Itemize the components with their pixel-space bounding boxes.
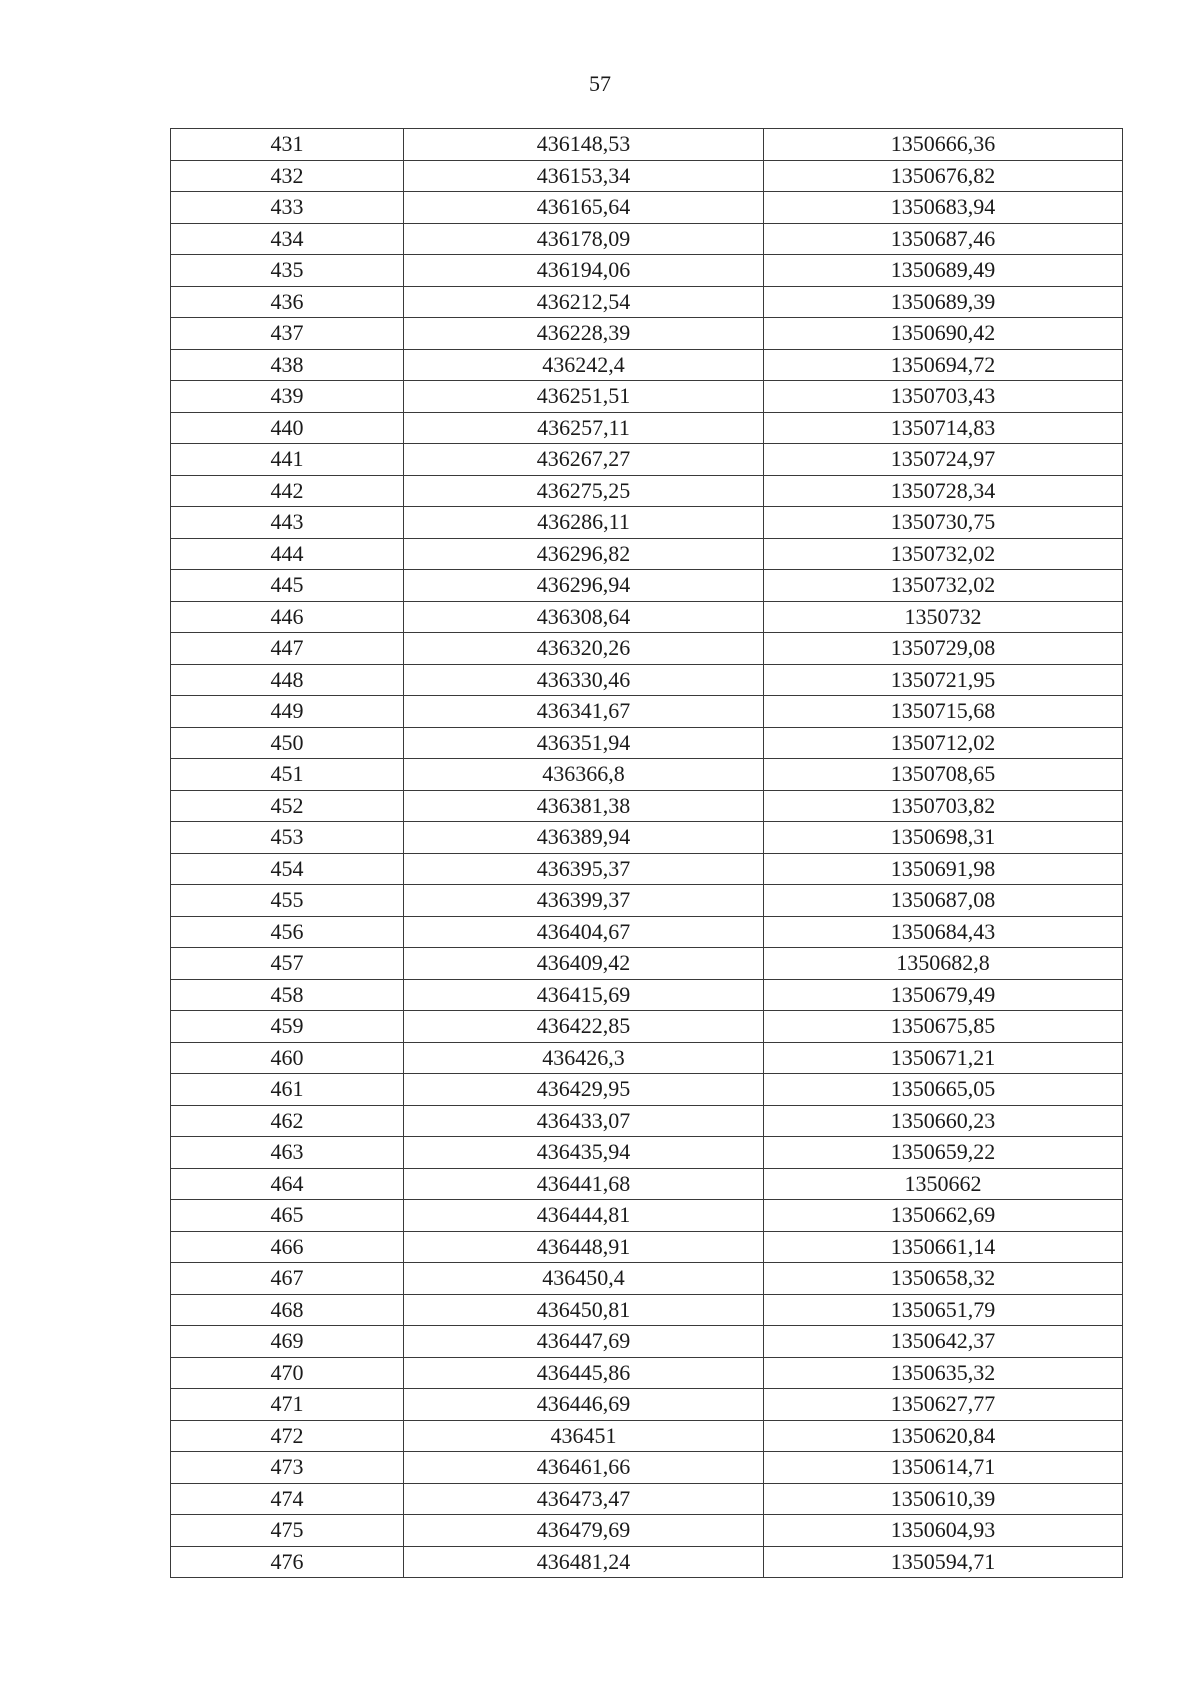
x-coordinate-cell: 436267,27 bbox=[404, 444, 764, 476]
table-row bbox=[171, 1389, 1123, 1421]
x-coordinate-cell: 436395,37 bbox=[404, 853, 764, 885]
y-coordinate-cell: 1350728,34 bbox=[764, 475, 1123, 507]
table-row bbox=[171, 1357, 1123, 1389]
point-number-cell: 435 bbox=[171, 255, 404, 287]
point-number-cell: 472 bbox=[171, 1420, 404, 1452]
point-number-cell: 444 bbox=[171, 538, 404, 570]
x-coordinate-cell: 436275,25 bbox=[404, 475, 764, 507]
x-coordinate-cell: 436444,81 bbox=[404, 1200, 764, 1232]
point-number-cell: 471 bbox=[171, 1389, 404, 1421]
y-coordinate-cell: 1350712,02 bbox=[764, 727, 1123, 759]
x-coordinate-cell: 436153,34 bbox=[404, 160, 764, 192]
x-coordinate-cell: 436473,47 bbox=[404, 1483, 764, 1515]
x-coordinate-cell: 436320,26 bbox=[404, 633, 764, 665]
point-number-cell: 455 bbox=[171, 885, 404, 917]
point-number-cell: 448 bbox=[171, 664, 404, 696]
table-row bbox=[171, 727, 1123, 759]
table-row bbox=[171, 1263, 1123, 1295]
y-coordinate-cell: 1350703,82 bbox=[764, 790, 1123, 822]
point-number-cell: 453 bbox=[171, 822, 404, 854]
point-number-cell: 468 bbox=[171, 1294, 404, 1326]
table-row bbox=[171, 475, 1123, 507]
table-row bbox=[171, 1483, 1123, 1515]
x-coordinate-cell: 436450,81 bbox=[404, 1294, 764, 1326]
point-number-cell: 465 bbox=[171, 1200, 404, 1232]
point-number-cell: 436 bbox=[171, 286, 404, 318]
x-coordinate-cell: 436296,94 bbox=[404, 570, 764, 602]
y-coordinate-cell: 1350732 bbox=[764, 601, 1123, 633]
table-row bbox=[171, 1011, 1123, 1043]
y-coordinate-cell: 1350729,08 bbox=[764, 633, 1123, 665]
y-coordinate-cell: 1350627,77 bbox=[764, 1389, 1123, 1421]
table-row bbox=[171, 979, 1123, 1011]
x-coordinate-cell: 436330,46 bbox=[404, 664, 764, 696]
y-coordinate-cell: 1350732,02 bbox=[764, 538, 1123, 570]
table-row bbox=[171, 381, 1123, 413]
table-row bbox=[171, 1546, 1123, 1578]
point-number-cell: 433 bbox=[171, 192, 404, 224]
y-coordinate-cell: 1350665,05 bbox=[764, 1074, 1123, 1106]
y-coordinate-cell: 1350715,68 bbox=[764, 696, 1123, 728]
table-row bbox=[171, 507, 1123, 539]
y-coordinate-cell: 1350659,22 bbox=[764, 1137, 1123, 1169]
y-coordinate-cell: 1350684,43 bbox=[764, 916, 1123, 948]
x-coordinate-cell: 436251,51 bbox=[404, 381, 764, 413]
table-row bbox=[171, 948, 1123, 980]
point-number-cell: 442 bbox=[171, 475, 404, 507]
point-number-cell: 445 bbox=[171, 570, 404, 602]
x-coordinate-cell: 436422,85 bbox=[404, 1011, 764, 1043]
x-coordinate-cell: 436409,42 bbox=[404, 948, 764, 980]
x-coordinate-cell: 436148,53 bbox=[404, 129, 764, 161]
point-number-cell: 451 bbox=[171, 759, 404, 791]
x-coordinate-cell: 436450,4 bbox=[404, 1263, 764, 1295]
point-number-cell: 439 bbox=[171, 381, 404, 413]
y-coordinate-cell: 1350703,43 bbox=[764, 381, 1123, 413]
y-coordinate-cell: 1350698,31 bbox=[764, 822, 1123, 854]
table-row bbox=[171, 444, 1123, 476]
y-coordinate-cell: 1350660,23 bbox=[764, 1105, 1123, 1137]
y-coordinate-cell: 1350694,72 bbox=[764, 349, 1123, 381]
y-coordinate-cell: 1350651,79 bbox=[764, 1294, 1123, 1326]
x-coordinate-cell: 436451 bbox=[404, 1420, 764, 1452]
x-coordinate-cell: 436441,68 bbox=[404, 1168, 764, 1200]
y-coordinate-cell: 1350594,71 bbox=[764, 1546, 1123, 1578]
x-coordinate-cell: 436448,91 bbox=[404, 1231, 764, 1263]
point-number-cell: 434 bbox=[171, 223, 404, 255]
y-coordinate-cell: 1350675,85 bbox=[764, 1011, 1123, 1043]
y-coordinate-cell: 1350620,84 bbox=[764, 1420, 1123, 1452]
table-row bbox=[171, 1168, 1123, 1200]
y-coordinate-cell: 1350689,49 bbox=[764, 255, 1123, 287]
y-coordinate-cell: 1350687,08 bbox=[764, 885, 1123, 917]
y-coordinate-cell: 1350708,65 bbox=[764, 759, 1123, 791]
y-coordinate-cell: 1350635,32 bbox=[764, 1357, 1123, 1389]
table-row bbox=[171, 601, 1123, 633]
point-number-cell: 431 bbox=[171, 129, 404, 161]
table-row bbox=[171, 318, 1123, 350]
table-row bbox=[171, 822, 1123, 854]
y-coordinate-cell: 1350732,02 bbox=[764, 570, 1123, 602]
coordinates-table bbox=[170, 128, 1123, 1578]
table-row bbox=[171, 1074, 1123, 1106]
point-number-cell: 469 bbox=[171, 1326, 404, 1358]
point-number-cell: 440 bbox=[171, 412, 404, 444]
x-coordinate-cell: 436308,64 bbox=[404, 601, 764, 633]
point-number-cell: 454 bbox=[171, 853, 404, 885]
point-number-cell: 461 bbox=[171, 1074, 404, 1106]
y-coordinate-cell: 1350662,69 bbox=[764, 1200, 1123, 1232]
x-coordinate-cell: 436404,67 bbox=[404, 916, 764, 948]
y-coordinate-cell: 1350662 bbox=[764, 1168, 1123, 1200]
x-coordinate-cell: 436194,06 bbox=[404, 255, 764, 287]
point-number-cell: 437 bbox=[171, 318, 404, 350]
y-coordinate-cell: 1350679,49 bbox=[764, 979, 1123, 1011]
y-coordinate-cell: 1350730,75 bbox=[764, 507, 1123, 539]
y-coordinate-cell: 1350604,93 bbox=[764, 1515, 1123, 1547]
x-coordinate-cell: 436399,37 bbox=[404, 885, 764, 917]
x-coordinate-cell: 436178,09 bbox=[404, 223, 764, 255]
x-coordinate-cell: 436426,3 bbox=[404, 1042, 764, 1074]
table-row bbox=[171, 286, 1123, 318]
point-number-cell: 446 bbox=[171, 601, 404, 633]
y-coordinate-cell: 1350687,46 bbox=[764, 223, 1123, 255]
table-row bbox=[171, 885, 1123, 917]
page-number: 57 bbox=[589, 71, 611, 96]
table-row bbox=[171, 1326, 1123, 1358]
point-number-cell: 460 bbox=[171, 1042, 404, 1074]
y-coordinate-cell: 1350661,14 bbox=[764, 1231, 1123, 1263]
point-number-cell: 449 bbox=[171, 696, 404, 728]
point-number-cell: 456 bbox=[171, 916, 404, 948]
x-coordinate-cell: 436212,54 bbox=[404, 286, 764, 318]
x-coordinate-cell: 436389,94 bbox=[404, 822, 764, 854]
y-coordinate-cell: 1350683,94 bbox=[764, 192, 1123, 224]
point-number-cell: 438 bbox=[171, 349, 404, 381]
point-number-cell: 443 bbox=[171, 507, 404, 539]
point-number-cell: 464 bbox=[171, 1168, 404, 1200]
point-number-cell: 476 bbox=[171, 1546, 404, 1578]
y-coordinate-cell: 1350610,39 bbox=[764, 1483, 1123, 1515]
x-coordinate-cell: 436242,4 bbox=[404, 349, 764, 381]
table-row bbox=[171, 1515, 1123, 1547]
x-coordinate-cell: 436257,11 bbox=[404, 412, 764, 444]
point-number-cell: 462 bbox=[171, 1105, 404, 1137]
coordinates-table-body bbox=[171, 129, 1123, 1578]
table-row bbox=[171, 696, 1123, 728]
point-number-cell: 441 bbox=[171, 444, 404, 476]
table-row bbox=[171, 1105, 1123, 1137]
point-number-cell: 452 bbox=[171, 790, 404, 822]
table-row bbox=[171, 1420, 1123, 1452]
x-coordinate-cell: 436435,94 bbox=[404, 1137, 764, 1169]
y-coordinate-cell: 1350690,42 bbox=[764, 318, 1123, 350]
y-coordinate-cell: 1350724,97 bbox=[764, 444, 1123, 476]
y-coordinate-cell: 1350714,83 bbox=[764, 412, 1123, 444]
table-row bbox=[171, 790, 1123, 822]
y-coordinate-cell: 1350614,71 bbox=[764, 1452, 1123, 1484]
x-coordinate-cell: 436366,8 bbox=[404, 759, 764, 791]
x-coordinate-cell: 436341,67 bbox=[404, 696, 764, 728]
table-row bbox=[171, 853, 1123, 885]
point-number-cell: 474 bbox=[171, 1483, 404, 1515]
y-coordinate-cell: 1350642,37 bbox=[764, 1326, 1123, 1358]
point-number-cell: 473 bbox=[171, 1452, 404, 1484]
y-coordinate-cell: 1350676,82 bbox=[764, 160, 1123, 192]
y-coordinate-cell: 1350691,98 bbox=[764, 853, 1123, 885]
table-row bbox=[171, 1200, 1123, 1232]
y-coordinate-cell: 1350689,39 bbox=[764, 286, 1123, 318]
table-row bbox=[171, 129, 1123, 161]
x-coordinate-cell: 436296,82 bbox=[404, 538, 764, 570]
point-number-cell: 467 bbox=[171, 1263, 404, 1295]
x-coordinate-cell: 436461,66 bbox=[404, 1452, 764, 1484]
y-coordinate-cell: 1350658,32 bbox=[764, 1263, 1123, 1295]
x-coordinate-cell: 436381,38 bbox=[404, 790, 764, 822]
table-row bbox=[171, 192, 1123, 224]
x-coordinate-cell: 436286,11 bbox=[404, 507, 764, 539]
y-coordinate-cell: 1350666,36 bbox=[764, 129, 1123, 161]
point-number-cell: 457 bbox=[171, 948, 404, 980]
table-row bbox=[171, 633, 1123, 665]
point-number-cell: 463 bbox=[171, 1137, 404, 1169]
table-row bbox=[171, 1294, 1123, 1326]
x-coordinate-cell: 436165,64 bbox=[404, 192, 764, 224]
x-coordinate-cell: 436481,24 bbox=[404, 1546, 764, 1578]
table-row bbox=[171, 1137, 1123, 1169]
x-coordinate-cell: 436429,95 bbox=[404, 1074, 764, 1106]
table-row bbox=[171, 160, 1123, 192]
table-row bbox=[171, 412, 1123, 444]
x-coordinate-cell: 436446,69 bbox=[404, 1389, 764, 1421]
table-row bbox=[171, 223, 1123, 255]
table-row bbox=[171, 664, 1123, 696]
x-coordinate-cell: 436228,39 bbox=[404, 318, 764, 350]
x-coordinate-cell: 436351,94 bbox=[404, 727, 764, 759]
table-row bbox=[171, 1231, 1123, 1263]
point-number-cell: 475 bbox=[171, 1515, 404, 1547]
table-row bbox=[171, 570, 1123, 602]
table-row bbox=[171, 1042, 1123, 1074]
y-coordinate-cell: 1350671,21 bbox=[764, 1042, 1123, 1074]
table-row bbox=[171, 1452, 1123, 1484]
y-coordinate-cell: 1350721,95 bbox=[764, 664, 1123, 696]
y-coordinate-cell: 1350682,8 bbox=[764, 948, 1123, 980]
point-number-cell: 458 bbox=[171, 979, 404, 1011]
x-coordinate-cell: 436433,07 bbox=[404, 1105, 764, 1137]
point-number-cell: 447 bbox=[171, 633, 404, 665]
x-coordinate-cell: 436445,86 bbox=[404, 1357, 764, 1389]
point-number-cell: 466 bbox=[171, 1231, 404, 1263]
point-number-cell: 459 bbox=[171, 1011, 404, 1043]
x-coordinate-cell: 436447,69 bbox=[404, 1326, 764, 1358]
table-row bbox=[171, 759, 1123, 791]
point-number-cell: 450 bbox=[171, 727, 404, 759]
table-row bbox=[171, 349, 1123, 381]
point-number-cell: 470 bbox=[171, 1357, 404, 1389]
x-coordinate-cell: 436479,69 bbox=[404, 1515, 764, 1547]
point-number-cell: 432 bbox=[171, 160, 404, 192]
table-row bbox=[171, 255, 1123, 287]
x-coordinate-cell: 436415,69 bbox=[404, 979, 764, 1011]
table-row bbox=[171, 916, 1123, 948]
table-row bbox=[171, 538, 1123, 570]
